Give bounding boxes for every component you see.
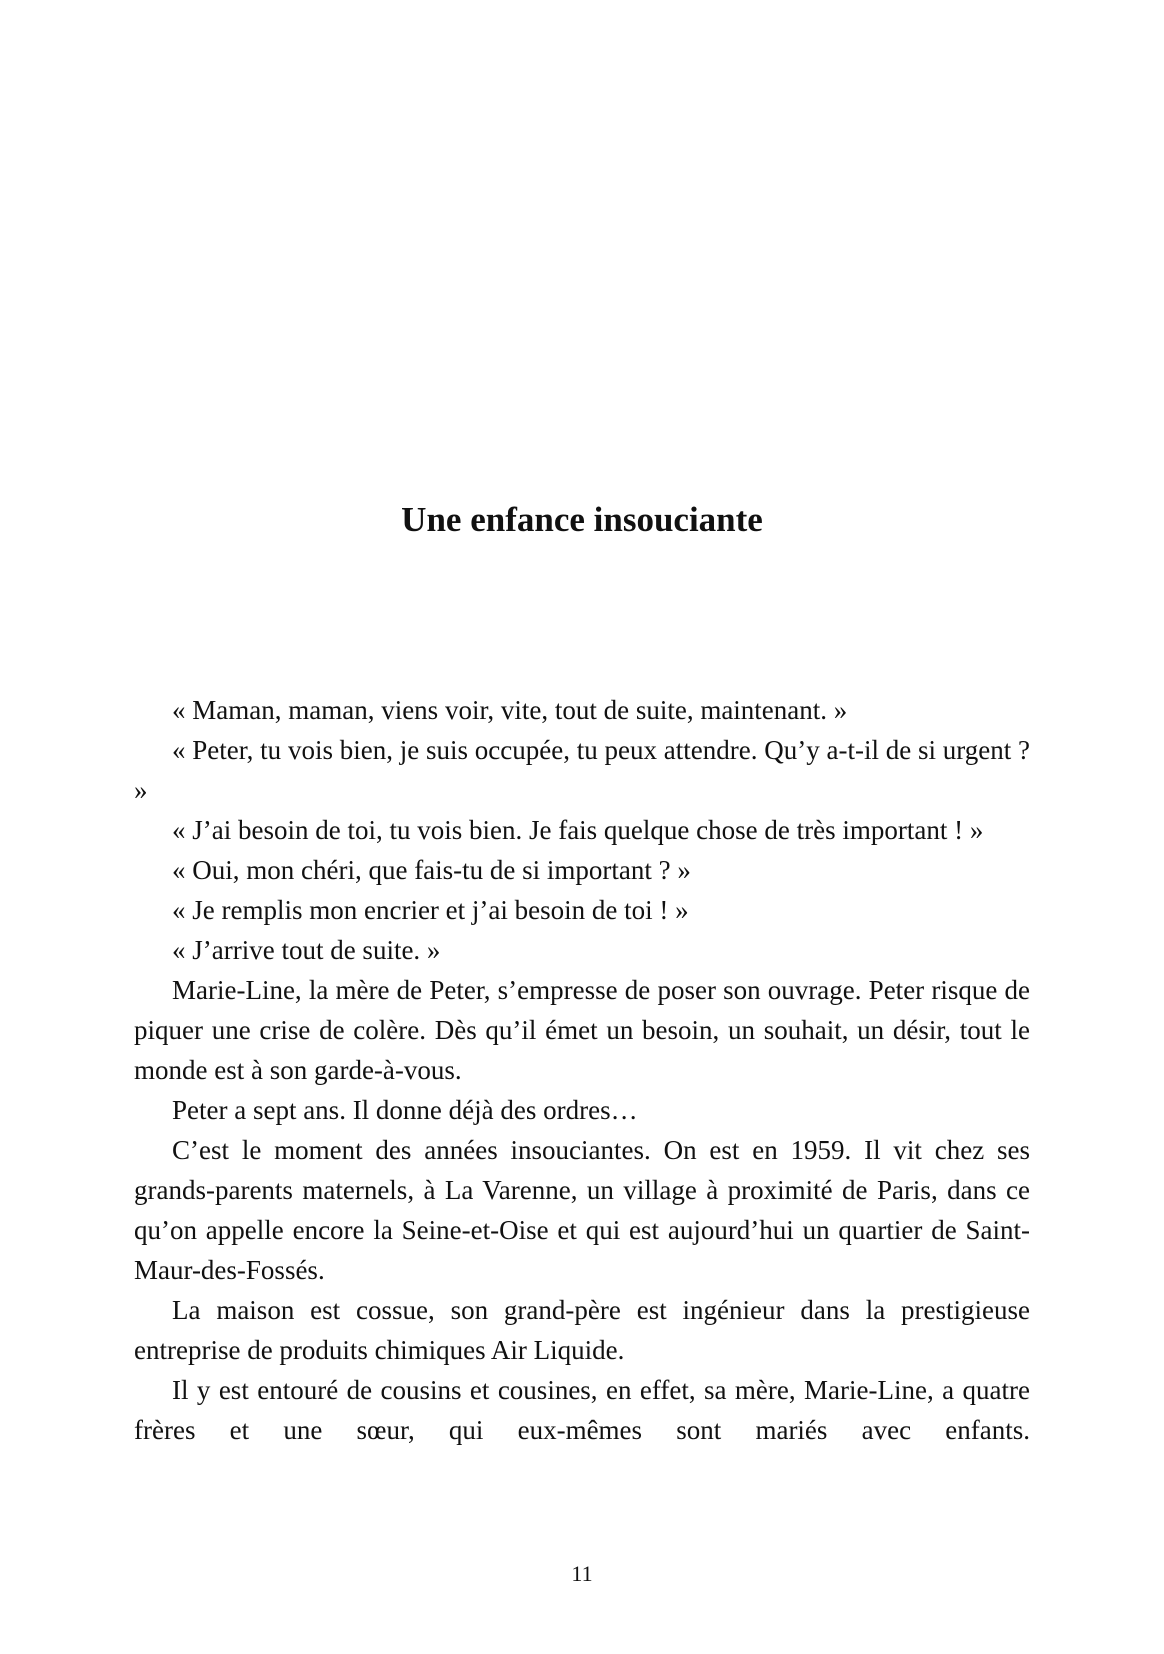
paragraph-6: « J’arrive tout de suite. » xyxy=(172,935,441,965)
paragraph-3: « J’ai besoin de toi, tu vois bien. Je fais quelque chose de très important ! » xyxy=(172,815,984,845)
paragraph-9: C’est le moment des années insouciantes. On est en 1959. Il vit chez ses grands-parents maternels, à La Varenne, un village à proximité de Paris, dans ce qu’on appelle encore la Seine-et-Oise et qui est aujourd’hui un quartier de Saint-Maur-des-Fossés. xyxy=(134,1135,1030,1285)
paragraph-1: « Maman, maman, viens voir, vite, tout de suite, maintenant. » xyxy=(172,695,848,725)
paragraph-7: Marie-Line, la mère de Peter, s’empresse de poser son ouvrage. Peter risque de piquer une crise de colère. Dès qu’il émet un besoin, un souhait, un désir, tout le monde est à son garde-à-vous. xyxy=(134,975,1030,1085)
chapter-body xyxy=(134,690,1030,1450)
paragraph-4: « Oui, mon chéri, que fais-tu de si important ? » xyxy=(172,855,691,885)
paragraph-10: La maison est cossue, son grand-père est ingénieur dans la prestigieuse entreprise de produits chimiques Air Liquide. xyxy=(134,1295,1030,1365)
paragraph-8: Peter a sept ans. Il donne déjà des ordres… xyxy=(172,1095,638,1125)
paragraph-5: « Je remplis mon encrier et j’ai besoin de toi ! » xyxy=(172,895,689,925)
chapter-title: Une enfance insouciante xyxy=(401,500,763,539)
paragraph-11: Il y est entouré de cousins et cousines, en effet, sa mère, Marie-Line, a quatre frères et une sœur, qui eux-mêmes sont mariés avec enfants. xyxy=(134,1375,1030,1445)
paragraph-2: « Peter, tu vois bien, je suis occupée, tu peux attendre. Qu’y a-t-il de si urgent ? » xyxy=(134,735,1030,805)
page-number: 11 xyxy=(571,1561,593,1586)
